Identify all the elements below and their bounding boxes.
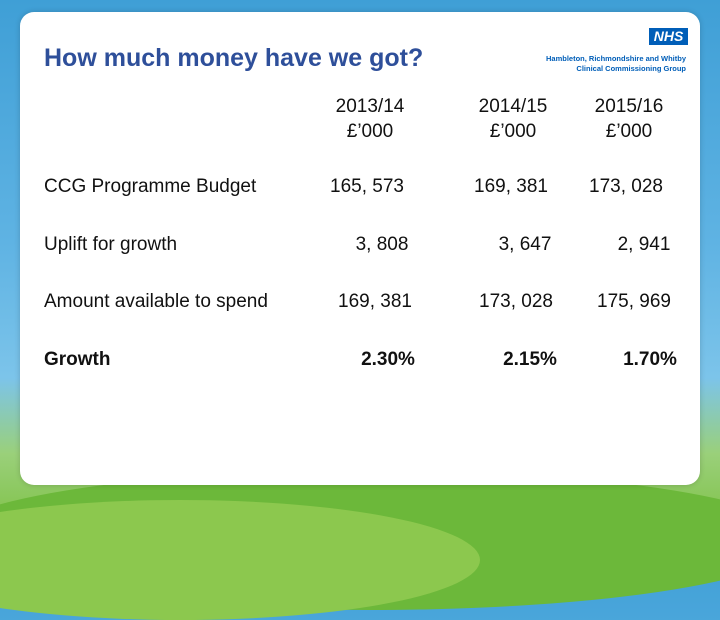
row-label-amount-available: Amount available to spend — [44, 291, 268, 312]
column-year: 2015/16 — [594, 96, 664, 117]
table-cell: 169, 381 — [338, 291, 412, 312]
table-cell: 169, 381 — [474, 176, 548, 197]
table-cell: 2.30% — [361, 349, 415, 370]
column-year: 2014/15 — [478, 96, 548, 117]
column-unit: £’000 — [346, 121, 394, 142]
organisation-name-line: Hambleton, Richmondshire and Whitby — [545, 54, 686, 63]
table-cell: 175, 969 — [597, 291, 671, 312]
nhs-logo: NHS — [649, 28, 688, 45]
column-unit: £’000 — [489, 121, 537, 142]
table-cell: 2.15% — [503, 349, 557, 370]
table-cell: 1.70% — [623, 349, 677, 370]
column-header-2015-16 — [569, 94, 689, 144]
table-cell: 173, 028 — [479, 291, 553, 312]
row-label-growth: Growth — [44, 349, 111, 370]
table-cell: 165, 573 — [330, 176, 404, 197]
column-year: 2013/14 — [335, 96, 405, 117]
row-label-uplift: Uplift for growth — [44, 234, 178, 255]
organisation-name-line: Clinical Commissioning Group — [576, 64, 686, 73]
organisation-name — [546, 54, 686, 74]
row-label-programme-budget: CCG Programme Budget — [44, 176, 257, 197]
column-header-2014-15 — [453, 94, 573, 144]
column-unit: £’000 — [605, 121, 653, 142]
table-cell: 2, 941 — [617, 234, 671, 255]
table-cell: 3, 808 — [355, 234, 409, 255]
table-cell: 173, 028 — [589, 176, 663, 197]
column-header-2013-14 — [310, 94, 430, 144]
slide-title: How much money have we got? — [44, 44, 424, 72]
table-cell: 3, 647 — [498, 234, 552, 255]
